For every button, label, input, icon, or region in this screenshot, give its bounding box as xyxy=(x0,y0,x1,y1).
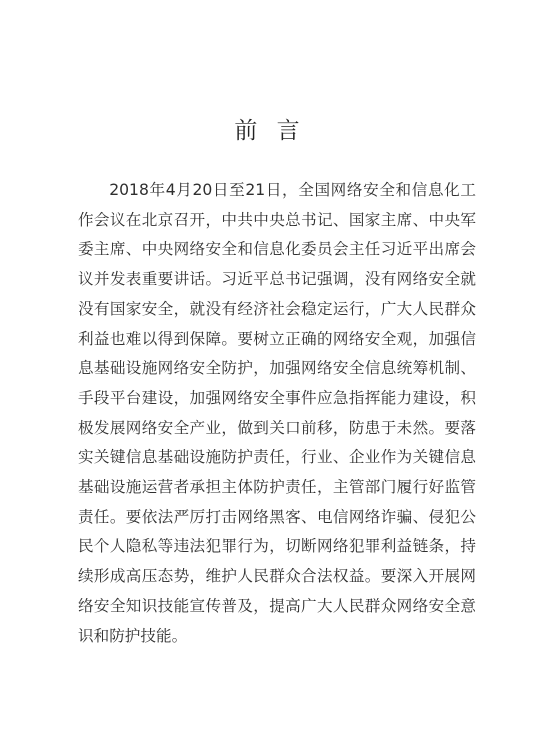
page-title: 前 言 xyxy=(234,118,306,144)
body-paragraph: 2018年4月20日至21日，全国网络安全和信息化工作会议在北京召开，中共中央总书记、国家主席、中央军委主席、中央网络安全和信息化委员会主任习近平出席会议并发表重要讲话。习近平总书记强调，没有网络安全就没有国家安全，就没有经济社会稳定运行，广大人民群众利益也难以得到保障。要树立正确的网络安全观，加强信息基础设施网络安全防护，加强网络安全信息统筹机制、手段平台建设，加强网络安全事件应急指挥能力建设，积极发展网络安全产业，做到关口前移，防患于未然。要落实关键信息基础设施防护责任，行业、企业作为关键信息基础设施运营者承担主体防护责任，主管部门履行好监管责任。要依法严厉打击网络黑客、电信网络诈骗、侵犯公民个人隐私等违法犯罪行为，切断网络犯罪利益链条，持续形成高压态势，维护人民群众合法权益。要深入开展网络安全知识技能宣传普及，提高广大人民群众网络安全意识和防护技能。 xyxy=(78,181,476,645)
